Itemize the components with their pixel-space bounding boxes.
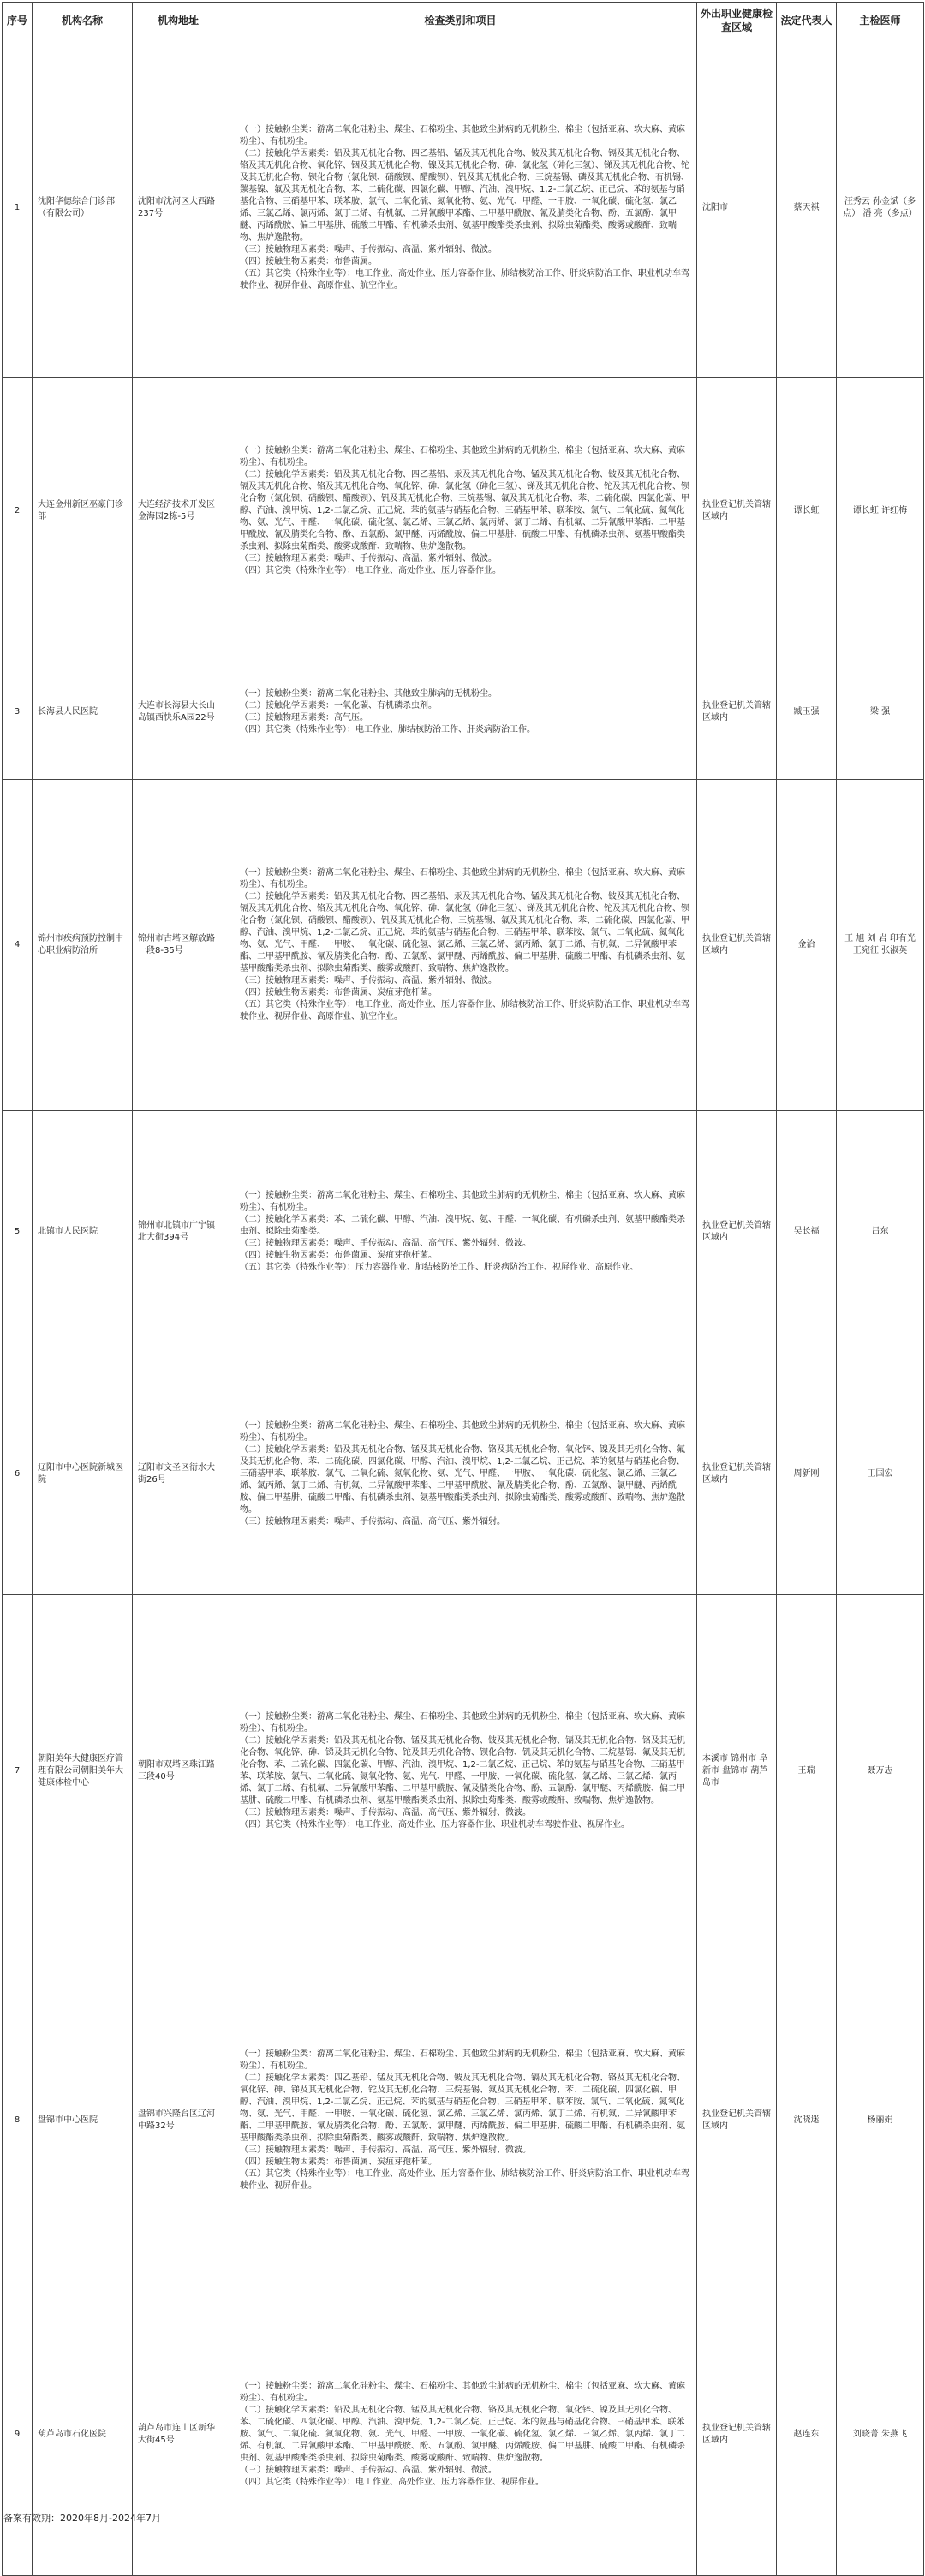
inspection-item-line: （四）其它类（特殊作业等）：电工作业、高处作业、压力容器作业。 — [240, 566, 501, 575]
header-no: 序号 — [3, 3, 33, 39]
chief-doctors: 梁 强 — [837, 645, 924, 780]
inspection-item-line: （一）接触粉尘类：游离二氧化硅粉尘、煤尘、石棉粉尘、其他致尘肺病的无机粉尘、棉尘（包括亚麻、软大麻、黄麻粉尘）、有机粉尘。 — [240, 125, 685, 146]
inspection-item-line: （四）接触生物因素类：布鲁菌属、炭疽芽孢杆菌。 — [240, 2157, 437, 2167]
institution-name: 锦州市疾病预防控制中心职业病防治所 — [33, 780, 133, 1111]
legal-representative: 沈晓迷 — [777, 1948, 837, 2293]
table-row — [3, 378, 924, 645]
table-row — [3, 2293, 924, 2576]
table-row — [3, 645, 924, 780]
header-items: 检查类别和项目 — [224, 3, 697, 39]
chief-doctors: 杨丽娟 — [837, 1948, 924, 2293]
chief-doctors: 王 旭 刘 岩 印有光 王宛征 张淑英 — [837, 780, 924, 1111]
header-row — [3, 3, 924, 39]
table-row — [3, 780, 924, 1111]
table-row — [3, 1353, 924, 1595]
inspection-item-line: （一）接触粉尘类：游离二氧化硅粉尘、煤尘、石棉粉尘、其他致尘肺病的无机粉尘、棉尘（包括亚麻、软大麻、黄麻粉尘）、有机粉尘。 — [240, 1712, 685, 1734]
inspection-items — [224, 1353, 697, 1595]
row-no: 5 — [3, 1111, 33, 1353]
institution-address: 锦州市古塔区解放路一段8-35号 — [133, 780, 224, 1111]
inspection-item-line: （三）接触物理因素类：高气压。 — [240, 713, 368, 723]
table-row — [3, 1595, 924, 1948]
inspection-items — [224, 645, 697, 780]
inspection-item-line: （二）接触化学因素类：苯、二硫化碳、甲醇、汽油、溴甲烷、氨、甲醛、一氧化碳、有机磷杀虫剂、氨基甲酸酯类杀虫剂、拟除虫菊酯类。 — [240, 1215, 685, 1236]
row-no: 2 — [3, 378, 33, 645]
inspection-item-line: （三）接触物理因素类：噪声、手传振动、高温、高气压、紫外辐射、微波。 — [240, 1239, 531, 1248]
inspection-item-line: （一）接触粉尘类：游离二氧化硅粉尘、煤尘、石棉粉尘、其他致尘肺病的无机粉尘、棉尘（包括亚麻、软大麻、黄麻粉尘）、有机粉尘。 — [240, 2381, 685, 2403]
header-area: 外出职业健康检查区域 — [697, 3, 777, 39]
institution-name: 朝阳美年大健康医疗管理有限公司朝阳美年大健康体检中心 — [33, 1595, 133, 1948]
institution-name: 北镇市人民医院 — [33, 1111, 133, 1353]
inspection-area: 本溪市 锦州市 阜新市 盘锦市 葫芦岛市 — [697, 1595, 777, 1948]
inspection-item-line: （二）接触化学因素类：铅及其无机化合物、锰及其无机化合物、铍及其无机化合物、镉及其无机化合物、铬及其无机化合物、氧化锌、砷、锑及其无机化合物、铊及其无机化合物、钡化合物、钒及其无机化合物、三烷基锡、氟及其无机化合物、苯、二硫化碳、四氯化碳、甲醇、汽油、溴甲烷、1,2-二氯乙烷、正己烷、苯的氨基与硝基化合物、三硝基甲苯、联苯胺、氯气、二氧化硫、氮氧化物、氨、光气、甲醛、一甲胺、一氧化碳、硫化氢、氯乙烯、三氯乙烯、氯丙烯、氯丁二烯、有机氟、二异氰酸甲苯酯、二甲基甲酰胺、氰及腈类化合物、酚、五氯酚、氯甲醚、丙烯酰胺、偏二甲基肼、硫酸二甲酯、有机磷杀虫剂、氨基甲酸酯类杀虫剂、拟除虫菊酯类、酸雾或酸酐、致喘物、焦炉逸散物。 — [240, 1736, 685, 1806]
legal-representative: 蔡天祺 — [777, 39, 837, 378]
legal-representative: 谭长虹 — [777, 378, 837, 645]
chief-doctors: 谭长虹 许红梅 — [837, 378, 924, 645]
row-no: 1 — [3, 39, 33, 378]
inspection-item-line: （三）接触物理因素类：噪声、手传振动、高温、高气压、紫外辐射、微波。 — [240, 1808, 531, 1817]
inspection-item-line: （四）其它类（特殊作业等）：电工作业、高处作业、压力容器作业、职业机动车驾驶作业、视屏作业。 — [240, 1820, 630, 1829]
inspection-item-line: （三）接触物理因素类：噪声、手传振动、高温、高气压、紫外辐射。 — [240, 1516, 505, 1526]
inspection-items — [224, 780, 697, 1111]
chief-doctors: 刘晓菁 朱燕飞 — [837, 2293, 924, 2576]
chief-doctors: 王国宏 — [837, 1353, 924, 1595]
inspection-item-line: （四）其它类（特殊作业等）：电工作业、肺结核防治工作、肝炎病防治工作。 — [240, 725, 535, 735]
legal-representative: 吴长福 — [777, 1111, 837, 1353]
inspection-area: 执业登记机关管辖区域内 — [697, 1948, 777, 2293]
inspection-item-line: （一）接触粉尘类：游离二氧化硅粉尘、煤尘、石棉粉尘、其他致尘肺病的无机粉尘、棉尘（包括亚麻、软大麻、黄麻粉尘）、有机粉尘。 — [240, 446, 685, 467]
institution-name: 大连金州新区巫豪门诊部 — [33, 378, 133, 645]
inspection-item-line: （五）其它类（特殊作业等）：压力容器作业、肺结核防治工作、肝炎病防治工作、视屏作业、高原作业。 — [240, 1263, 638, 1272]
row-no: 6 — [3, 1353, 33, 1595]
inspection-area: 执业登记机关管辖区域内 — [697, 378, 777, 645]
row-no: 3 — [3, 645, 33, 780]
inspection-item-line: （四）接触生物因素类：布鲁菌属、炭疽芽孢杆菌。 — [240, 988, 437, 997]
inspection-items — [224, 378, 697, 645]
inspection-item-line: （五）其它类（特殊作业等）：电工作业、高处作业、压力容器作业、肺结核防治工作、肝炎病防治工作、职业机动车驾驶作业、视屏作业、高原作业、航空作业。 — [240, 269, 689, 290]
inspection-item-line: （一）接触粉尘类：游离二氧化硅粉尘、煤尘、石棉粉尘、其他致尘肺病的无机粉尘、棉尘（包括亚麻、软大麻、黄麻粉尘）、有机粉尘。 — [240, 1420, 685, 1443]
chief-doctors: 吕东 — [837, 1111, 924, 1353]
inspection-area: 执业登记机关管辖区域内 — [697, 780, 777, 1111]
table-body — [3, 39, 924, 2576]
inspection-area: 执业登记机关管辖区域内 — [697, 645, 777, 780]
legal-representative: 赵连东 — [777, 2293, 837, 2576]
chief-doctors: 聂万志 — [837, 1595, 924, 1948]
inspection-item-line: （三）接触物理因素类：噪声、手传振动、高温、紫外辐射、微波。 — [240, 554, 497, 563]
inspection-item-line: （一）接触粉尘类：游离二氧化硅粉尘、煤尘、石棉粉尘、其他致尘肺病的无机粉尘、棉尘（包括亚麻、软大麻、黄麻粉尘）、有机粉尘。 — [240, 868, 685, 889]
institution-address: 葫芦岛市连山区新华大街45号 — [133, 2293, 224, 2576]
table-row — [3, 39, 924, 378]
validity-footer: 备案有效期：2020年8月-2024年7月 — [3, 2513, 161, 2524]
inspection-item-line: （二）接触化学因素类：铅及其无机化合物、四乙基铅、汞及其无机化合物、锰及其无机化合物、铍及其无机化合物、镉及其无机化合物、铬及其无机化合物、氧化锌、砷、氯化氢（砷化三氢）、锑及其无机化合物、铊及其无机化合物、钡化合物（氯化钡、硝酸钡、醋酸钡）、钒及其无机化合物、三烷基锡、氟及其无机化合物、苯、二硫化碳、四氯化碳、甲醇、汽油、溴甲烷、1,2-二氯乙烷、正己烷、苯的氨基与硝基化合物、三硝基甲苯、联苯胺、氯气、二氧化硫、氮氧化物、氨、光气、甲醛、一氧化碳、硫化氢、氯乙烯、三氯乙烯、氯丙烯、氯丁二烯、有机氟、二异氰酸甲苯酯、二甲基甲酰胺、氰及腈类化合物、酚、五氯酚、氯甲醚、丙烯酰胺、偏二甲基肼、硫酸二甲酯、有机磷杀虫剂、氨基甲酸酯类杀虫剂、拟除虫菊酯类、酸雾或酸酐、致喘物、焦炉逸散物。 — [240, 470, 689, 551]
legal-representative: 周新刚 — [777, 1353, 837, 1595]
inspection-items — [224, 1948, 697, 2293]
inspection-item-line: （四）接触生物因素类：布鲁菌属。 — [240, 257, 377, 266]
table-header — [3, 3, 924, 39]
legal-representative: 王瑞 — [777, 1595, 837, 1948]
inspection-item-line: （二）接触化学因素类：铅及其无机化合物、锰及其无机化合物、铬及其无机化合物、氧化锌、镍及其无机化合物、氟及其无机化合物、苯、二硫化碳、四氯化碳、甲醇、汽油、溴甲烷、1,2-二氯乙烷、正己烷、苯的氨基与硝基化合物、三硝基甲苯、联苯胺、氯气、二氧化硫、氮氧化物、氨、光气、甲醛、一甲胺、一氧化碳、硫化氢、氯乙烯、三氯乙烯、氯丙烯、氯丁二烯、有机氟、二异氰酸甲苯酯、二甲基甲酰胺、氰及腈类化合物、酚、五氯酚、氯甲醚、丙烯酰胺、偏二甲基肼、硫酸二甲酯、有机磷杀虫剂、氨基甲酸酯类杀虫剂、拟除虫菊酯类、酸雾或酸酐、致喘物、焦炉逸散物。 — [240, 1444, 685, 1514]
inspection-item-line: （五）其它类（特殊作业等）：电工作业、高处作业、压力容器作业、肺结核防治工作、肝炎病防治工作、职业机动车驾驶作业、视屏作业、高原作业、航空作业。 — [240, 1000, 689, 1021]
inspection-item-line: （三）接触物理因素类：噪声、手传振动、高温、紫外辐射、微波。 — [240, 976, 497, 985]
inspection-items — [224, 1595, 697, 1948]
inspection-item-line: （一）接触粉尘类：游离二氧化硅粉尘、煤尘、石棉粉尘、其他致尘肺病的无机粉尘、棉尘（包括亚麻、软大麻、黄麻粉尘）、有机粉尘。 — [240, 2049, 685, 2071]
institution-name: 辽阳市中心医院新城医院 — [33, 1353, 133, 1595]
inspection-item-line: （三）接触物理因素类：噪声、手传振动、高温、紫外辐射、微波。 — [240, 245, 497, 254]
inspection-item-line: （二）接触化学因素类：铅及其无机化合物、四乙基铅、汞及其无机化合物、锰及其无机化合物、铍及其无机化合物、镉及其无机化合物、铬及其无机化合物、氧化锌、砷、氯化氢（砷化三氢）、锑及其无机化合物、铊及其无机化合物、钡化合物（氯化钡、硝酸钡、醋酸钡）、钒及其无机化合物、三烷基锡、氟及其无机化合物、苯、二硫化碳、四氯化碳、甲醇、汽油、溴甲烷、1,2-二氯乙烷、正己烷、苯的氨基与硝基化合物、三硝基甲苯、联苯胺、氯气、二氧化硫、氮氧化物、氨、光气、甲醛、一甲胺、一氧化碳、硫化氢、氯乙烯、三氯乙烯、氯丙烯、氯丁二烯、有机氟、二异氰酸甲苯酯、二甲基甲酰胺、氰及腈类化合物、酚、五氯酚、氯甲醚、丙烯酰胺、偏二甲基肼、硫酸二甲酯、有机磷杀虫剂、氨基甲酸酯类杀虫剂、拟除虫菊酯类、酸雾或酸酐、致喘物、焦炉逸散物。 — [240, 892, 689, 973]
inspection-item-line: （四）其它类（特殊作业等）：电工作业、高处作业、压力容器作业、视屏作业。 — [240, 2477, 544, 2487]
inspection-item-line: （二）接触化学因素类：一氧化碳、有机磷杀虫剂。 — [240, 701, 437, 711]
inspection-items — [224, 2293, 697, 2576]
inspection-item-line: （三）接触物理因素类：噪声、手传振动、高温、高气压、紫外辐射、微波。 — [240, 2145, 531, 2155]
inspection-area: 执业登记机关管辖区域内 — [697, 2293, 777, 2576]
inspection-item-line: （二）接触化学因素类：铅及其无机化合物、四乙基铅、锰及其无机化合物、铍及其无机化合物、镉及其无机化合物、铬及其无机化合物、氧化锌、铟及其无机化合物、镍及其无机化合物、砷、氯化氢（砷化三氢）、锑及其无机化合物、铊及其无机化合物、钡化合物（氯化钡、硝酸钡、醋酸钡）、钒及其无机化合物、三烷基锡、磷及其无机化合物、有机锡、羰基镍、氟及其无机化合物、苯、二硫化碳、四氯化碳、甲醇、汽油、溴甲烷、1,2-二氯乙烷、正己烷、苯的氨基与硝基化合物、三硝基甲苯、联苯胺、氯气、二氧化硫、氮氧化物、氨、光气、甲醛、一甲胺、一氧化碳、硫化氢、氯乙烯、三氯乙烯、氯丙烯、氯丁二烯、有机氟、二异氰酸甲苯酯、二甲基甲酰胺、氰及腈类化合物、酚、五氯酚、氯甲醚、丙烯酰胺、偏二甲基肼、硫酸二甲酯、有机磷杀虫剂、氨基甲酸酯类杀虫剂、拟除虫菊酯类、酸雾或酸酐、致喘物、焦炉逸散物。 — [240, 149, 689, 242]
institution-table — [2, 2, 924, 2576]
chief-doctors: 汪秀云 孙金斌（多点） 潘 亮（多点） — [837, 39, 924, 378]
header-name: 机构名称 — [33, 3, 133, 39]
institution-table-container — [2, 2, 924, 2576]
inspection-area: 执业登记机关管辖区域内 — [697, 1111, 777, 1353]
institution-address: 锦州市北镇市广宁镇北大街394号 — [133, 1111, 224, 1353]
institution-address: 大连市长海县大长山岛镇西快乐A园22号 — [133, 645, 224, 780]
institution-address: 朝阳市双塔区珠江路三段40号 — [133, 1595, 224, 1948]
institution-name: 葫芦岛市石化医院 — [33, 2293, 133, 2576]
table-row — [3, 1111, 924, 1353]
legal-representative: 臧玉强 — [777, 645, 837, 780]
inspection-item-line: （二）接触化学因素类：铅及其无机化合物、锰及其无机化合物、铬及其无机化合物、氧化锌、镍及其无机化合物、苯、二硫化碳、四氯化碳、甲醇、汽油、溴甲烷、1,2-二氯乙烷、正己烷、苯的氨基与硝基化合物、三硝基甲苯、联苯胺、氯气、二氧化硫、氮氧化物、氨、光气、甲醛、一甲胺、一氧化碳、硫化氢、氯乙烯、三氯乙烯、氯丙烯、氯丁二烯、有机氟、二异氰酸甲苯酯、二甲基甲酰胺、酚、五氯酚、氯甲醚、丙烯酰胺、偏二甲基肼、硫酸二甲酯、有机磷杀虫剂、氨基甲酸酯类杀虫剂、拟除虫菊酯类、酸雾或酸酐、致喘物、焦炉逸散物。 — [240, 2405, 685, 2463]
institution-name: 沈阳华德综合门诊部（有限公司） — [33, 39, 133, 378]
header-address: 机构地址 — [133, 3, 224, 39]
institution-address: 辽阳市文圣区衍水大街26号 — [133, 1353, 224, 1595]
legal-representative: 金治 — [777, 780, 837, 1111]
inspection-area: 执业登记机关管辖区域内 — [697, 1353, 777, 1595]
inspection-item-line: （一）接触粉尘类：游离二氧化硅粉尘、煤尘、石棉粉尘、其他致尘肺病的无机粉尘、棉尘（包括亚麻、软大麻、黄麻粉尘）、有机粉尘。 — [240, 1191, 685, 1212]
header-rep: 法定代表人 — [777, 3, 837, 39]
inspection-items — [224, 39, 697, 378]
row-no: 7 — [3, 1595, 33, 1948]
inspection-items — [224, 1111, 697, 1353]
institution-address: 沈阳市沈河区大西路237号 — [133, 39, 224, 378]
institution-address: 盘锦市兴隆台区辽河中路32号 — [133, 1948, 224, 2293]
row-no: 9 — [3, 2293, 33, 2576]
inspection-item-line: （三）接触物理因素类：噪声、手传振动、高温、紫外辐射、微波。 — [240, 2465, 497, 2475]
table-row — [3, 1948, 924, 2293]
inspection-item-line: （四）接触生物因素类：布鲁菌属、炭疽芽孢杆菌。 — [240, 1251, 437, 1260]
inspection-item-line: （五）其它类（特殊作业等）：电工作业、高处作业、压力容器作业、肺结核防治工作、肝炎病防治工作、职业机动车驾驶作业、视屏作业。 — [240, 2169, 689, 2191]
institution-name: 长海县人民医院 — [33, 645, 133, 780]
inspection-item-line: （一）接触粉尘类：游离二氧化硅粉尘、其他致尘肺病的无机粉尘。 — [240, 689, 497, 699]
header-doctor: 主检医师 — [837, 3, 924, 39]
row-no: 8 — [3, 1948, 33, 2293]
institution-address: 大连经济技术开发区金海园2栋-5号 — [133, 378, 224, 645]
inspection-item-line: （二）接触化学因素类：四乙基铅、锰及其无机化合物、铍及其无机化合物、镉及其无机化合物、铬及其无机化合物、氧化锌、砷、锑及其无机化合物、铊及其无机化合物、三烷基锡、氟及其无机化合物、苯、二硫化碳、四氯化碳、甲醇、汽油、溴甲烷、1,2-二氯乙烷、正己烷、苯的氨基与硝基化合物、三硝基甲苯、联苯胺、氯气、二氧化硫、氮氧化物、氨、光气、甲醛、一甲胺、一氧化碳、硫化氢、氯乙烯、三氯乙烯、氯丙烯、氯丁二烯、有机氟、二异氰酸甲苯酯、二甲基甲酰胺、氰及腈类化合物、酚、五氯酚、氯甲醚、丙烯酰胺、偏二甲基肼、硫酸二甲酯、有机磷杀虫剂、氨基甲酸酯类杀虫剂、拟除虫菊酯类、酸雾或酸酐、致喘物、焦炉逸散物。 — [240, 2073, 685, 2143]
institution-name: 盘锦市中心医院 — [33, 1948, 133, 2293]
inspection-area: 沈阳市 — [697, 39, 777, 378]
row-no: 4 — [3, 780, 33, 1111]
